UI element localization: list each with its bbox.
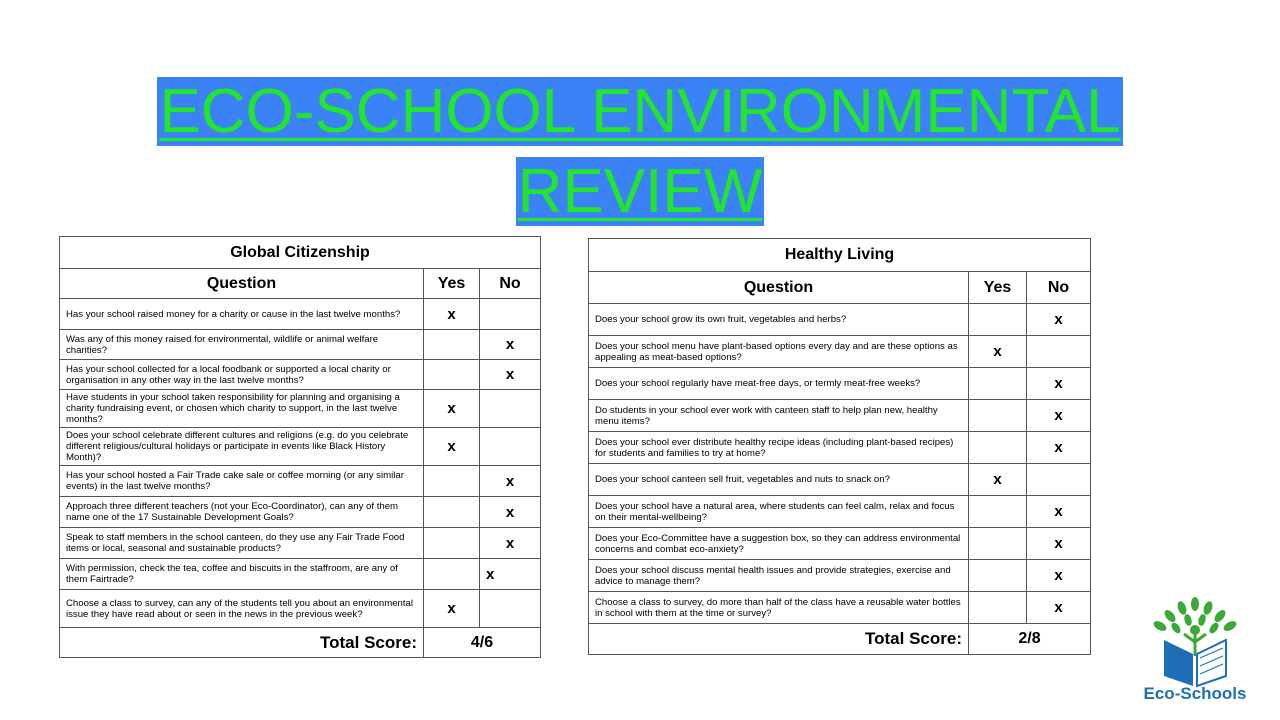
question-cell: Does your school discuss mental health issues and provide strategies, exercise and advice to manage them? xyxy=(589,560,969,592)
yes-cell xyxy=(424,466,480,497)
question-cell: With permission, check the tea, coffee and biscuits in the staffroom, are any of them Fairtrade? xyxy=(60,559,424,590)
table-row xyxy=(589,464,1091,496)
table-row xyxy=(589,304,1091,336)
question-cell: Has your school hosted a Fair Trade cake sale or coffee morning (or any similar events) in the last twelve months? xyxy=(60,466,424,497)
page-title-line-1 xyxy=(0,74,1280,150)
yes-cell xyxy=(969,560,1027,592)
table-row xyxy=(60,528,541,559)
no-cell: x xyxy=(1027,432,1091,464)
yes-cell xyxy=(424,528,480,559)
no-cell xyxy=(1027,464,1091,496)
question-cell: Does your school menu have plant-based options every day and are these options as appealing as meat-based options? xyxy=(589,336,969,368)
no-cell: x xyxy=(1027,592,1091,624)
no-cell xyxy=(480,590,541,628)
question-cell: Approach three different teachers (not your Eco-Coordinator), can any of them name one of the 17 Sustainable Development Goals? xyxy=(60,497,424,528)
question-cell: Speak to staff members in the school canteen, do they use any Fair Trade Food items or local, seasonal and sustainable products? xyxy=(60,528,424,559)
no-cell: x xyxy=(480,497,541,528)
question-cell: Choose a class to survey, do more than half of the class have a reusable water bottles in school with them at the time or survey? xyxy=(589,592,969,624)
page-title-text-1: ECO-SCHOOL ENVIRONMENTAL xyxy=(159,77,1121,146)
column-header-yes: Yes xyxy=(969,272,1027,304)
table-header-row xyxy=(60,269,541,299)
table-row xyxy=(60,330,541,360)
yes-cell xyxy=(969,528,1027,560)
question-cell: Does your school grow its own fruit, vegetables and herbs? xyxy=(589,304,969,336)
section-heading: Healthy Living xyxy=(589,239,1091,272)
column-header-question: Question xyxy=(589,272,969,304)
yes-cell xyxy=(969,592,1027,624)
no-cell: x xyxy=(1027,368,1091,400)
table-row xyxy=(589,400,1091,432)
table-row xyxy=(60,466,541,497)
yes-cell xyxy=(424,360,480,390)
yes-cell: x xyxy=(424,428,480,466)
table-row xyxy=(60,590,541,628)
table-row xyxy=(60,497,541,528)
no-cell: x xyxy=(1027,400,1091,432)
no-cell: x xyxy=(480,559,541,590)
table-row xyxy=(60,559,541,590)
yes-cell xyxy=(424,497,480,528)
question-cell: Was any of this money raised for environmental, wildlife or animal welfare charities? xyxy=(60,330,424,360)
total-score-value: 2/8 xyxy=(969,624,1091,655)
question-cell: Does your school canteen sell fruit, vegetables and nuts to snack on? xyxy=(589,464,969,496)
no-cell: x xyxy=(480,466,541,497)
healthy-living-table xyxy=(588,238,1091,655)
table-section-row xyxy=(60,237,541,269)
eco-schools-logo-text: Eco-Schools xyxy=(1143,684,1247,703)
table-header-row xyxy=(589,272,1091,304)
no-cell: x xyxy=(480,360,541,390)
table-row xyxy=(60,428,541,466)
yes-cell xyxy=(969,432,1027,464)
table-row xyxy=(589,560,1091,592)
total-score-value: 4/6 xyxy=(424,628,541,658)
yes-cell xyxy=(969,368,1027,400)
global-citizenship-table xyxy=(59,236,541,658)
table-row xyxy=(589,528,1091,560)
column-header-question: Question xyxy=(60,269,424,299)
column-header-yes: Yes xyxy=(424,269,480,299)
table-section-row xyxy=(589,239,1091,272)
question-cell: Does your school celebrate different cultures and religions (e.g. do you celebrate different religious/cultural holidays or participate in events like Black History Month)? xyxy=(60,428,424,466)
question-cell: Does your school regularly have meat-free days, or termly meat-free weeks? xyxy=(589,368,969,400)
question-cell: Does your Eco-Committee have a suggestion box, so they can address environmental concerns and combat eco-anxiety? xyxy=(589,528,969,560)
yes-cell: x xyxy=(969,336,1027,368)
table-row xyxy=(589,592,1091,624)
yes-cell: x xyxy=(424,590,480,628)
table-row xyxy=(60,360,541,390)
yes-cell: x xyxy=(969,464,1027,496)
no-cell: x xyxy=(480,330,541,360)
no-cell xyxy=(480,390,541,428)
yes-cell xyxy=(424,330,480,360)
question-cell: Does your school have a natural area, where students can feel calm, relax and focus on their mental-wellbeing? xyxy=(589,496,969,528)
yes-cell xyxy=(969,304,1027,336)
question-cell: Does your school ever distribute healthy recipe ideas (including plant-based recipes) for students and families to try at home? xyxy=(589,432,969,464)
total-score-label: Total Score: xyxy=(60,628,424,658)
no-cell xyxy=(1027,336,1091,368)
no-cell: x xyxy=(1027,528,1091,560)
total-score-label: Total Score: xyxy=(589,624,969,655)
yes-cell xyxy=(969,496,1027,528)
column-header-no: No xyxy=(1027,272,1091,304)
question-cell: Has your school collected for a local foodbank or supported a local charity or organisation in any other way in the last twelve months? xyxy=(60,360,424,390)
question-cell: Choose a class to survey, can any of the students tell you about an environmental issue they have read about or seen in the news in the previous week? xyxy=(60,590,424,628)
table-row xyxy=(589,496,1091,528)
no-cell: x xyxy=(1027,560,1091,592)
yes-cell xyxy=(969,400,1027,432)
no-cell: x xyxy=(1027,496,1091,528)
question-cell: Has your school raised money for a charity or cause in the last twelve months? xyxy=(60,299,424,330)
table-row xyxy=(60,390,541,428)
no-cell xyxy=(480,428,541,466)
column-header-no: No xyxy=(480,269,541,299)
table-row xyxy=(589,432,1091,464)
no-cell: x xyxy=(1027,304,1091,336)
no-cell: x xyxy=(480,528,541,559)
yes-cell: x xyxy=(424,299,480,330)
table-row xyxy=(589,368,1091,400)
section-heading: Global Citizenship xyxy=(60,237,541,269)
yes-cell xyxy=(424,559,480,590)
total-row xyxy=(589,624,1091,655)
question-cell: Have students in your school taken responsibility for planning and organising a charity fundraising event, or chosen which charity to support, in the last twelve months? xyxy=(60,390,424,428)
page-title-text-2: REVIEW xyxy=(517,157,763,226)
table-row xyxy=(589,336,1091,368)
total-row xyxy=(60,628,541,658)
no-cell xyxy=(480,299,541,330)
table-row xyxy=(60,299,541,330)
page-title-line-2 xyxy=(0,154,1280,230)
question-cell: Do students in your school ever work with canteen staff to help plan new, healthy menu items? xyxy=(589,400,969,432)
yes-cell: x xyxy=(424,390,480,428)
